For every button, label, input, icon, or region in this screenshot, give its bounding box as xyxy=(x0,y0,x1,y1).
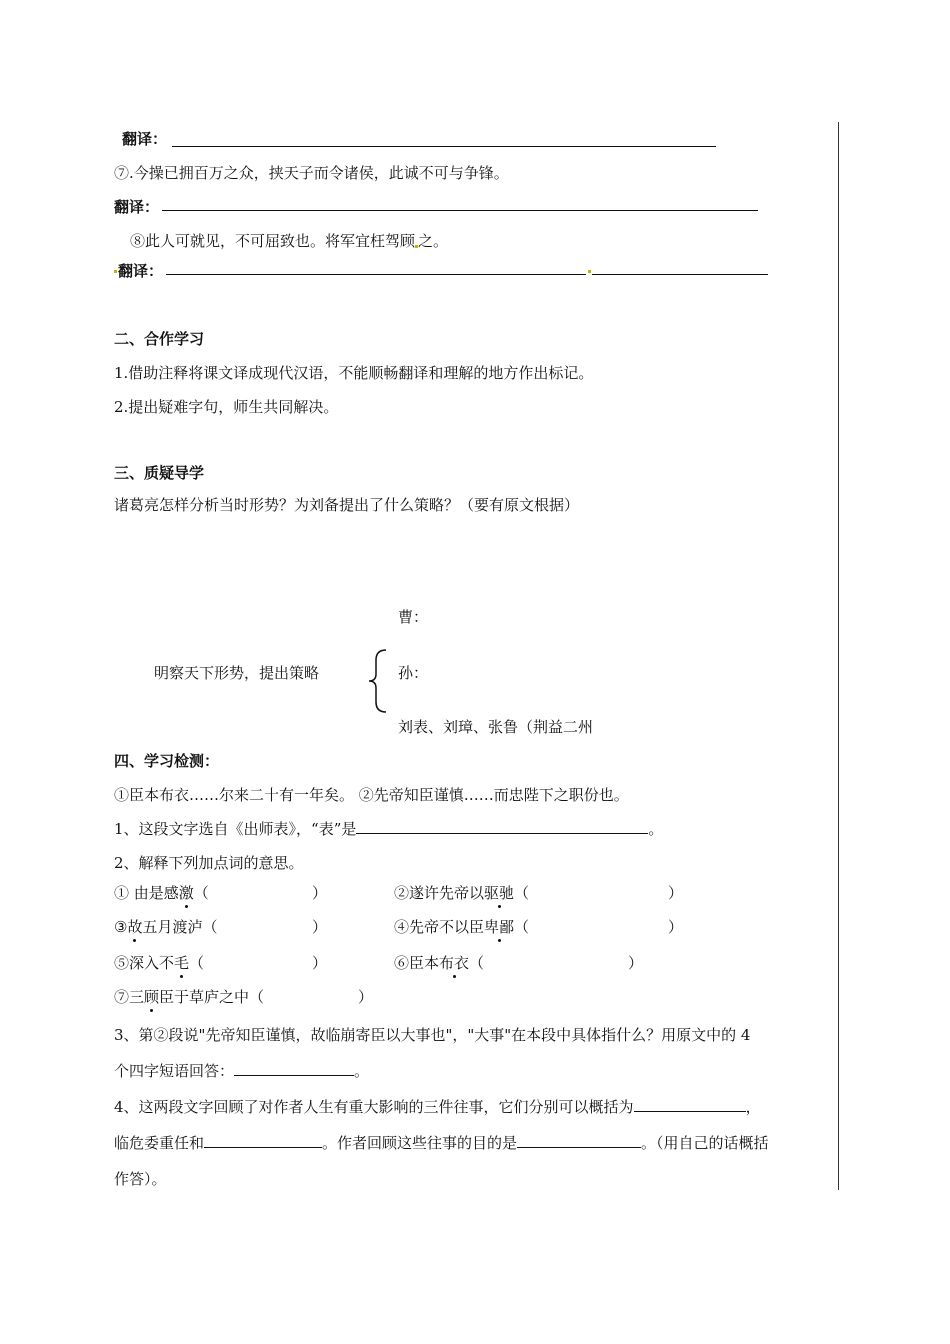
word-item-7-open: 臣于草庐之中（ xyxy=(159,988,265,1006)
question-3-blank[interactable] xyxy=(234,1061,354,1076)
word-item-5-open: （ xyxy=(189,954,205,972)
word-item-2-dotted: 驱驰 xyxy=(484,884,515,902)
translation-blank-1[interactable] xyxy=(172,146,716,147)
question-4-text-3: 。作者回顾这些往事的目的是 xyxy=(322,1134,518,1152)
sentence-8 xyxy=(130,230,448,251)
question-3-text: 个四字短语回答： xyxy=(114,1062,235,1080)
question-4-text-2: 临危委重任和 xyxy=(114,1134,205,1152)
word-item-3-close: ） xyxy=(312,918,328,936)
question-4-line-3: 作答）。 xyxy=(114,1170,167,1188)
word-item-3-prefix: ③ xyxy=(114,918,128,936)
word-item-6 xyxy=(394,952,484,973)
translation-label-1: 翻译： xyxy=(122,130,168,148)
word-item-1-close: ） xyxy=(312,884,328,902)
section-2-title: 二、合作学习 xyxy=(114,330,205,348)
word-item-4 xyxy=(394,916,529,937)
word-item-7-prefix: ⑦三 xyxy=(114,988,145,1006)
diagram-brace xyxy=(366,648,392,714)
question-4-blank-1[interactable] xyxy=(634,1097,746,1112)
translation-blank-2[interactable] xyxy=(162,210,758,211)
word-item-7-dotted: 顾 xyxy=(144,988,160,1006)
page-margin-line xyxy=(838,122,839,1190)
word-item-4-dotted: 卑鄙 xyxy=(484,918,515,936)
word-item-5-prefix: ⑤深入不 xyxy=(114,954,175,972)
word-item-7-close: ） xyxy=(358,988,374,1006)
highlight-mark xyxy=(114,270,117,273)
translation-blank-3b[interactable] xyxy=(592,274,768,275)
question-4-blank-2[interactable] xyxy=(204,1133,322,1148)
word-item-5 xyxy=(114,952,204,973)
word-item-3-dotted: 故 xyxy=(127,918,143,936)
section-3-question: 诸葛亮怎样分析当时形势？为刘备提出了什么策略？（要有原文根据） xyxy=(114,496,580,514)
diagram-branch-cao: 曹： xyxy=(398,608,429,626)
translation-label-3: 翻译： xyxy=(118,262,164,280)
word-item-4-prefix: ④先帝不以臣 xyxy=(394,918,485,936)
highlight-mark xyxy=(415,245,418,248)
sentence-7: ⑦.今操已拥百万之众，挟天子而令诸侯，此诚不可与争锋。 xyxy=(114,164,509,182)
word-item-6-prefix: ⑥臣本 xyxy=(394,954,440,972)
question-3-line-1: 3、第②段说"先帝知臣谨慎，故临崩寄臣以大事也"，"大事"在本段中具体指什么？用原文中的 4 xyxy=(114,1026,751,1044)
word-item-2-open: （ xyxy=(514,884,530,902)
highlight-mark xyxy=(588,270,591,273)
word-item-6-dotted: 布衣 xyxy=(439,954,470,972)
section-2-item-1: 1.借助注释将课文译成现代汉语，不能顺畅翻译和理解的地方作出标记。 xyxy=(114,364,594,382)
section-3-title: 三、质疑导学 xyxy=(114,464,205,482)
question-4-blank-3[interactable] xyxy=(517,1133,641,1148)
word-item-7 xyxy=(114,986,264,1007)
word-item-1-prefix: ① 由是感 xyxy=(114,884,179,902)
word-item-6-open: （ xyxy=(469,954,485,972)
question-2: 2、解释下列加点词的意思。 xyxy=(114,854,304,872)
question-1-end: 。 xyxy=(648,820,664,838)
word-item-5-close: ） xyxy=(312,954,328,972)
word-item-4-open: （ xyxy=(514,918,530,936)
question-1-blank[interactable] xyxy=(356,819,648,834)
question-4-line-1 xyxy=(114,1096,761,1117)
word-item-6-close: ） xyxy=(628,954,644,972)
question-1-text: 1、这段文字选自《出师表》，“表”是 xyxy=(114,820,357,838)
word-item-2-prefix: ②遂许先帝以 xyxy=(394,884,485,902)
word-item-2-close: ） xyxy=(668,884,684,902)
word-item-1 xyxy=(114,882,209,903)
word-item-4-close: ） xyxy=(668,918,684,936)
translation-label-2: 翻译： xyxy=(114,198,160,216)
question-4-line-2 xyxy=(114,1132,769,1153)
question-4-text-1: 4、这两段文字回顾了对作者人生有重大影响的三件往事，它们分别可以概括为 xyxy=(114,1098,634,1116)
word-item-2 xyxy=(394,882,529,903)
translation-blank-3a[interactable] xyxy=(166,274,586,275)
question-3-line-2 xyxy=(114,1060,369,1081)
word-item-3-open: 五月渡泸（ xyxy=(142,918,218,936)
word-item-5-dotted: 毛 xyxy=(174,954,190,972)
section-4-title: 四、学习检测： xyxy=(114,752,220,770)
section-2-item-2: 2.提出疑难字句，师生共同解决。 xyxy=(114,398,339,416)
question-3-end: 。 xyxy=(354,1062,370,1080)
diagram-left-label: 明察天下形势，提出策略 xyxy=(154,664,320,682)
question-4-text-4: 。（用自己的话概括 xyxy=(641,1134,769,1152)
word-item-3 xyxy=(114,916,217,937)
sentence-8-part1: ⑧此人可就见，不可屈致也。将军宜枉驾顾 xyxy=(130,232,416,250)
sentence-8-part2: 之。 xyxy=(418,232,449,250)
diagram-branch-sun: 孙： xyxy=(398,664,429,682)
section-4-passage: ①臣本布衣……尔来二十有一年矣。 ②先帝知臣谨慎……而忠陛下之职份也。 xyxy=(114,786,629,804)
question-4-comma: ， xyxy=(745,1098,761,1116)
word-item-1-open: （ xyxy=(193,884,209,902)
question-1 xyxy=(114,818,663,839)
diagram-branch-liu: 刘表、刘璋、张鲁（荆益二州 xyxy=(398,718,594,736)
word-item-1-dotted: 激 xyxy=(178,884,194,902)
